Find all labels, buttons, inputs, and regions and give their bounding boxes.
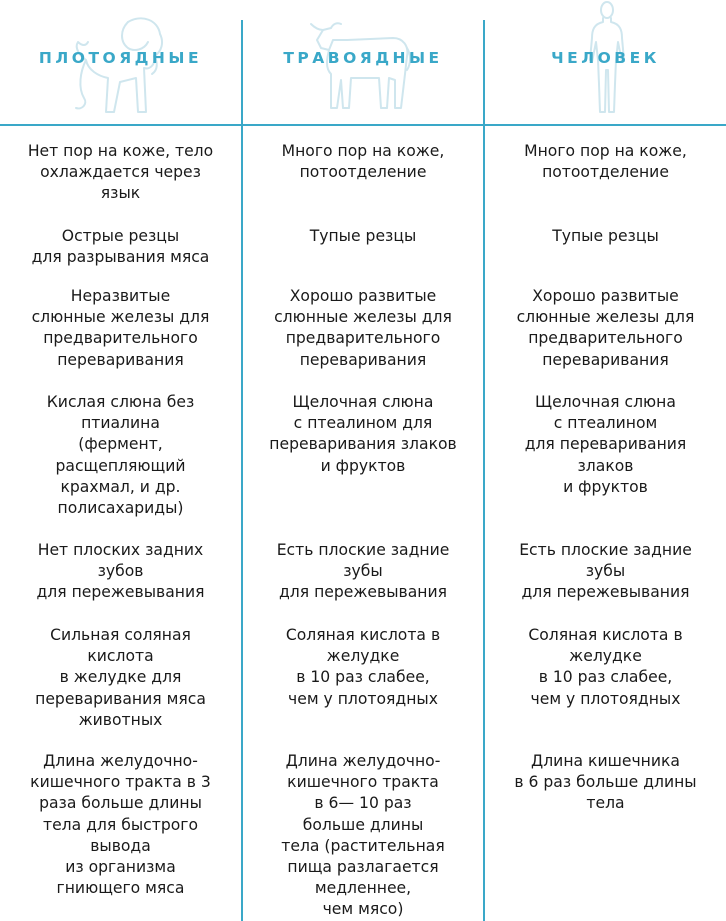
header-title-carnivores: ПЛОТОЯДНЫЕ: [38, 49, 203, 67]
cell-carnivores-molars: Нет плоских задних зубов для пережевывания: [36, 541, 205, 602]
cell-carnivores-saliva: Кислая слюна без птиалина (фермент, расщепляющий крахмал, и др. полисахариды): [46, 393, 195, 518]
cow-outline-icon: [307, 18, 417, 118]
header-carnivores: [0, 0, 241, 124]
cell-herbivores-glands: Хорошо развитые слюнные железы для предварительного переваривания: [274, 287, 452, 369]
cell-herbivores-incisors: Тупые резцы: [309, 227, 417, 245]
cell-human-molars: Есть плоские задние зубы для пережевывания: [519, 541, 692, 602]
lion-outline-icon: [58, 12, 178, 122]
cell-herbivores-acid: Соляная кислота в желудке в 10 раз слабее, чем у плотоядных: [285, 626, 441, 708]
header-title-human: ЧЕЛОВЕК: [551, 49, 660, 67]
cell-herbivores-molars: Есть плоские задние зубы для пережевывания: [276, 541, 450, 602]
cell-herbivores-skin: Много пор на коже, потоотделение: [281, 142, 445, 182]
cell-human-glands: Хорошо развитые слюнные железы для предварительного переваривания: [516, 287, 695, 369]
cell-human-incisors: Тупые резцы: [552, 227, 659, 245]
header-human: [485, 0, 726, 124]
header-divider: [0, 124, 726, 126]
cell-herbivores-tract: Длина желудочно- кишечного тракта в 6— 10 раз больше длины тела (растительная пища разлагается медленнее, чем мясо): [281, 752, 445, 919]
cell-human-skin: Много пор на коже, потоотделение: [524, 142, 687, 182]
cell-carnivores-glands: Неразвитые слюнные железы для предварительного переваривания: [31, 287, 210, 369]
header-title-herbivores: ТРАВОЯДНЫЕ: [283, 49, 443, 67]
cell-carnivores-tract: Длина желудочно- кишечного тракта в 3 раза больше длины тела для быстрого вывода из организма гниющего мяса: [30, 752, 211, 898]
cell-human-acid: Соляная кислота в желудке в 10 раз слабее, чем у плотоядных: [528, 626, 683, 708]
cell-human-tract: Длина кишечника в 6 раз больше длины тела: [514, 752, 697, 813]
cell-carnivores-acid: Сильная соляная кислота в желудке для переваривания мяса животных: [35, 626, 206, 729]
cell-carnivores-skin: Нет пор на коже, тело охлаждается через язык: [27, 142, 214, 203]
cell-carnivores-incisors: Острые резцы для разрывания мяса: [31, 227, 210, 267]
cell-human-saliva: Щелочная слюна с птеалином для переваривания злаков и фруктов: [524, 393, 687, 496]
header-herbivores: [243, 0, 483, 124]
cell-herbivores-saliva: Щелочная слюна с птеалином для переваривания злаков и фруктов: [269, 393, 457, 475]
